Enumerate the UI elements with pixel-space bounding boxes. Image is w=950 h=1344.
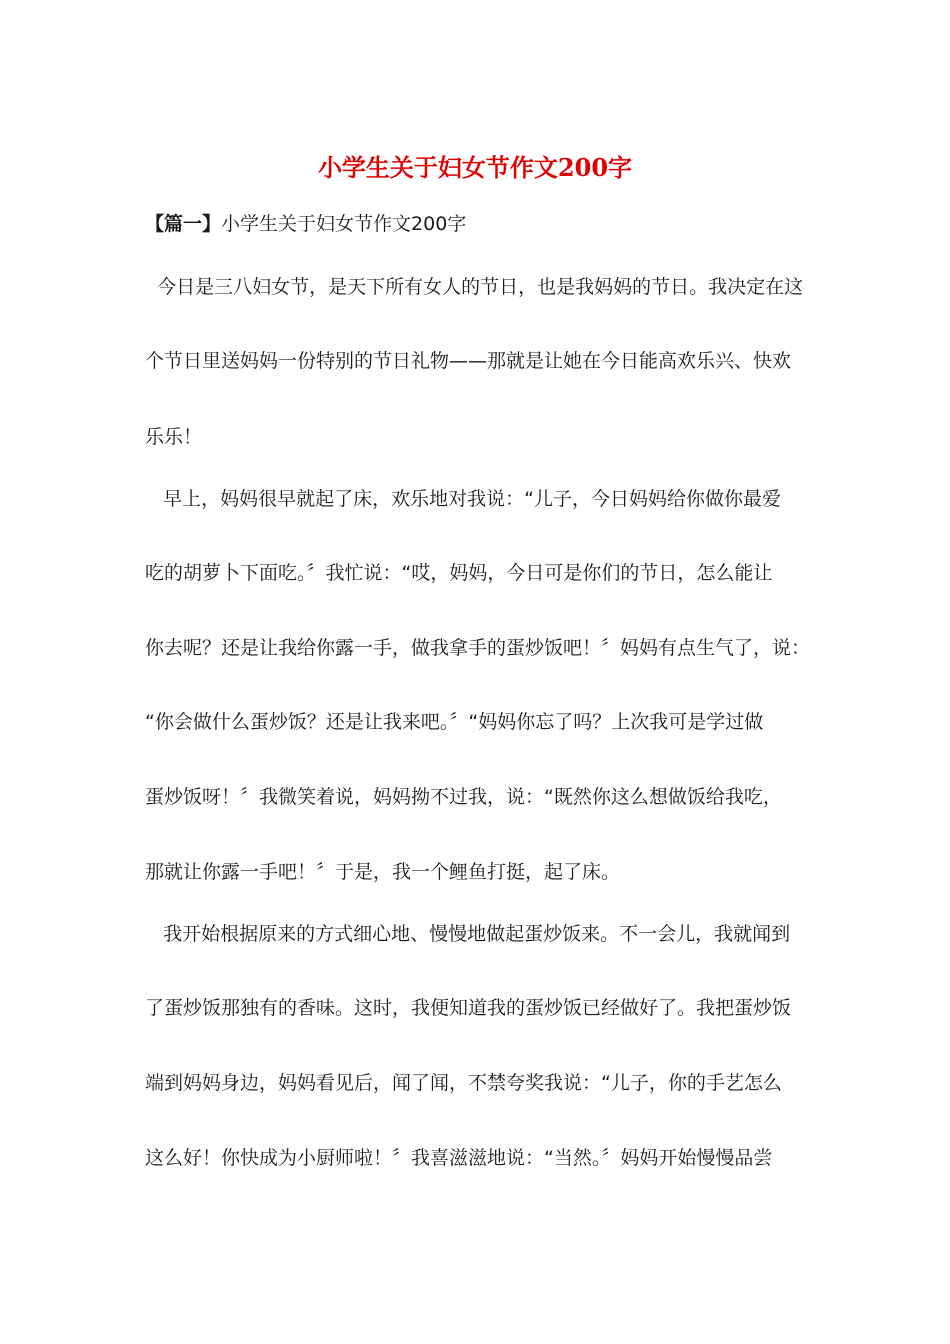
- document-title: 小学生关于妇女节作文200字: [317, 153, 633, 182]
- section-label: 【篇一】: [145, 213, 222, 235]
- section-title: 小学生关于妇女节作文200字: [221, 213, 467, 235]
- paragraph-line-6: 你去呢？还是让我给你露一手，做我拿手的蛋炒饭吧！〞妈妈有点生气了，说：: [145, 637, 811, 659]
- paragraph-line-7: “你会做什么蛋炒饭？还是让我来吧。〞“妈妈你忘了吗？上次我可是学过做: [145, 711, 764, 733]
- paragraph-line-1: 今日是三八妇女节，是天下所有女人的节日，也是我妈妈的节日。我决定在这: [145, 276, 804, 298]
- section-heading: [145, 209, 466, 239]
- paragraph-line-3: 乐乐！: [145, 426, 203, 448]
- paragraph-line-13: 这么好！你快成为小厨师啦！〞我喜滋滋地说：“当然。〞妈妈开始慢慢品尝: [145, 1147, 773, 1169]
- paragraph-line-8: 蛋炒饭呀！〞我微笑着说，妈妈拗不过我，说：“既然你这么想做饭给我吃，: [145, 786, 782, 808]
- paragraph-line-10: 我开始根据原来的方式细心地、慢慢地做起蛋炒饭来。不一会儿，我就闻到: [145, 923, 791, 945]
- paragraph-line-12: 端到妈妈身边，妈妈看见后，闻了闻，不禁夸奖我说：“儿子，你的手艺怎么: [145, 1072, 782, 1094]
- paragraph-line-4: 早上，妈妈很早就起了床，欢乐地对我说：“儿子，今日妈妈给你做你最爱: [145, 488, 781, 510]
- paragraph-line-11: 了蛋炒饭那独有的香味。这时，我便知道我的蛋炒饭已经做好了。我把蛋炒饭: [145, 997, 792, 1019]
- paragraph-line-9: 那就让你露一手吧！〞于是，我一个鲤鱼打挺，起了床。: [145, 861, 621, 883]
- paragraph-line-2: 个节日里送妈妈一份特别的节日礼物——那就是让她在今日能高欢乐兴、快欢: [145, 350, 792, 372]
- paragraph-line-5: 吃的胡萝卜下面吃。〞我忙说：“哎，妈妈，今日可是你们的节日，怎么能让: [145, 562, 773, 584]
